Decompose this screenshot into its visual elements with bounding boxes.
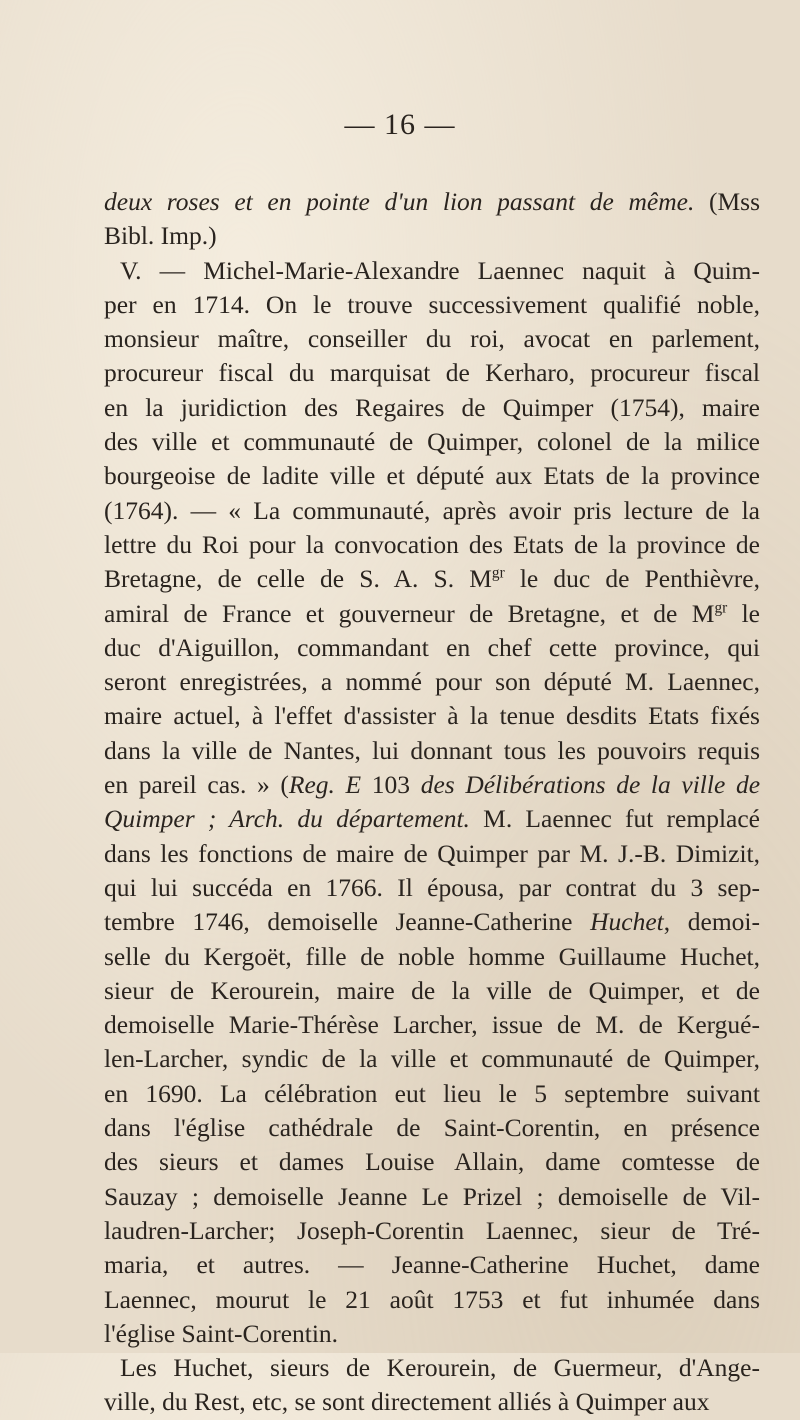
text-run: le	[727, 598, 760, 628]
text-run: selle du Kergoët, fille de noble homme Guillaume Huchet,	[104, 941, 760, 971]
text-run: procureur fiscal du marquisat de Kerharo, procureur fiscal	[104, 358, 760, 388]
italic-text: Reg. E	[288, 770, 362, 800]
text-line	[104, 734, 760, 768]
text-run: l'église Saint-Corentin.	[104, 1318, 339, 1348]
text-line	[104, 1145, 760, 1179]
text-run: des sieurs et dames Louise Allain, dame comtesse de	[104, 1147, 760, 1177]
text-line	[104, 768, 760, 802]
italic-text: deux roses et en pointe d'un lion passant de même.	[104, 187, 695, 216]
text-run: maria, et autres. — Jeanne-Catherine Huchet, dame	[104, 1250, 760, 1280]
text-run: (Mss	[694, 187, 760, 216]
italic-text: Huchet	[590, 907, 664, 937]
text-line	[104, 837, 760, 871]
text-line	[104, 905, 760, 939]
superscript: gr	[714, 599, 728, 617]
text-line	[104, 665, 760, 699]
text-run: Bretagne, de celle de S. A. S. M	[104, 564, 492, 594]
text-line	[104, 974, 760, 1008]
text-line	[104, 1111, 760, 1145]
text-line	[104, 562, 760, 596]
text-run: en 1690. La célébration eut lieu le 5 septembre suivant	[104, 1078, 760, 1108]
body-text	[104, 185, 760, 1420]
text-line	[104, 425, 760, 459]
text-run: seront enregistrées, a nommé pour son député M. Laennec,	[104, 667, 760, 697]
text-run: len-Larcher, syndic de la ville et communauté de Quimper,	[104, 1044, 760, 1074]
text-run: bourgeoise de ladite ville et député aux Etats de la province	[104, 461, 760, 491]
text-run: sieur de Kerourein, maire de la ville de Quimper, et de	[104, 975, 760, 1005]
text-run: demoiselle Marie-Thérèse Larcher, issue de M. de Kergué-	[104, 1010, 760, 1040]
italic-text: des Délibérations de la ville de	[420, 770, 760, 800]
superscript: gr	[491, 564, 505, 582]
italic-text: Quimper ; Arch. du département.	[104, 804, 470, 834]
text-run: dans la ville de Nantes, lui donnant tous les pouvoirs requis	[104, 735, 760, 765]
text-line	[104, 699, 760, 733]
text-run: laudren-Larcher; Joseph-Corentin Laennec, sieur de Tré-	[104, 1215, 760, 1245]
text-run: amiral de France et gouverneur de Bretagne, et de M	[104, 598, 715, 628]
text-line	[104, 185, 760, 219]
text-run: en la juridiction des Regaires de Quimper (1754), maire	[104, 392, 760, 422]
text-run: maire actuel, à l'effet d'assister à la tenue desdits Etats fixés	[104, 701, 760, 731]
text-line	[104, 1283, 760, 1317]
text-run: tembre 1746, demoiselle Jeanne-Catherine	[104, 907, 591, 937]
text-line	[104, 1351, 760, 1385]
text-run: Les Huchet, sieurs de Kerourein, de Guermeur, d'Ange-	[120, 1353, 760, 1383]
text-run: per en 1714. On le trouve successivement qualifié noble,	[104, 289, 760, 319]
text-line	[104, 494, 760, 528]
text-line	[104, 1317, 760, 1351]
text-line	[104, 288, 760, 322]
text-line	[104, 528, 760, 562]
text-line	[104, 597, 760, 631]
text-line	[104, 322, 760, 356]
text-run: duc d'Aiguillon, commandant en chef cette province, qui	[104, 632, 760, 662]
text-run: des ville et communauté de Quimper, colonel de la milice	[104, 427, 760, 457]
text-line	[104, 940, 760, 974]
text-line	[104, 1248, 760, 1282]
page-number: — 16 —	[344, 108, 456, 141]
text-run: Bibl. Imp.)	[104, 221, 217, 251]
text-line	[104, 391, 760, 425]
text-run: en pareil cas. » (	[104, 770, 289, 800]
text-line	[104, 459, 760, 493]
text-run: lettre du Roi pour la convocation des Etats de la province de	[104, 529, 760, 559]
text-line	[104, 631, 760, 665]
text-line	[104, 254, 760, 288]
text-line	[104, 871, 760, 905]
text-run: 103	[361, 770, 421, 800]
text-line	[104, 1077, 760, 1111]
text-line	[104, 802, 760, 836]
text-run: (1764). — « La communauté, après avoir pris lecture de la	[104, 495, 760, 525]
text-run: Laennec, mourut le 21 août 1753 et fut inhumée dans	[104, 1284, 760, 1314]
text-line	[104, 1042, 760, 1076]
text-run: M. Laennec fut remplacé	[469, 804, 760, 834]
text-run: monsieur maître, conseiller du roi, avocat en parlement,	[104, 324, 760, 354]
text-run: le duc de Penthièvre,	[504, 564, 760, 594]
text-run: ville, du Rest, etc, se sont directement alliés à Quimper aux	[104, 1387, 710, 1417]
text-run: dans l'église cathédrale de Saint-Corentin, en présence	[104, 1113, 760, 1143]
text-run: V. — Michel-Marie-Alexandre Laennec naquit à Quim-	[120, 255, 760, 285]
text-run: dans les fonctions de maire de Quimper par M. J.-B. Dimizit,	[104, 838, 760, 868]
text-run: qui lui succéda en 1766. Il épousa, par contrat du 3 sep-	[104, 872, 760, 902]
text-line	[104, 356, 760, 390]
text-run: , demoi-	[663, 907, 760, 937]
text-run: Sauzay ; demoiselle Jeanne Le Prizel ; demoiselle de Vil-	[104, 1181, 760, 1211]
text-line	[104, 1180, 760, 1214]
text-line	[104, 1385, 760, 1419]
text-line	[104, 1214, 760, 1248]
text-line	[104, 1008, 760, 1042]
text-line	[104, 219, 760, 253]
